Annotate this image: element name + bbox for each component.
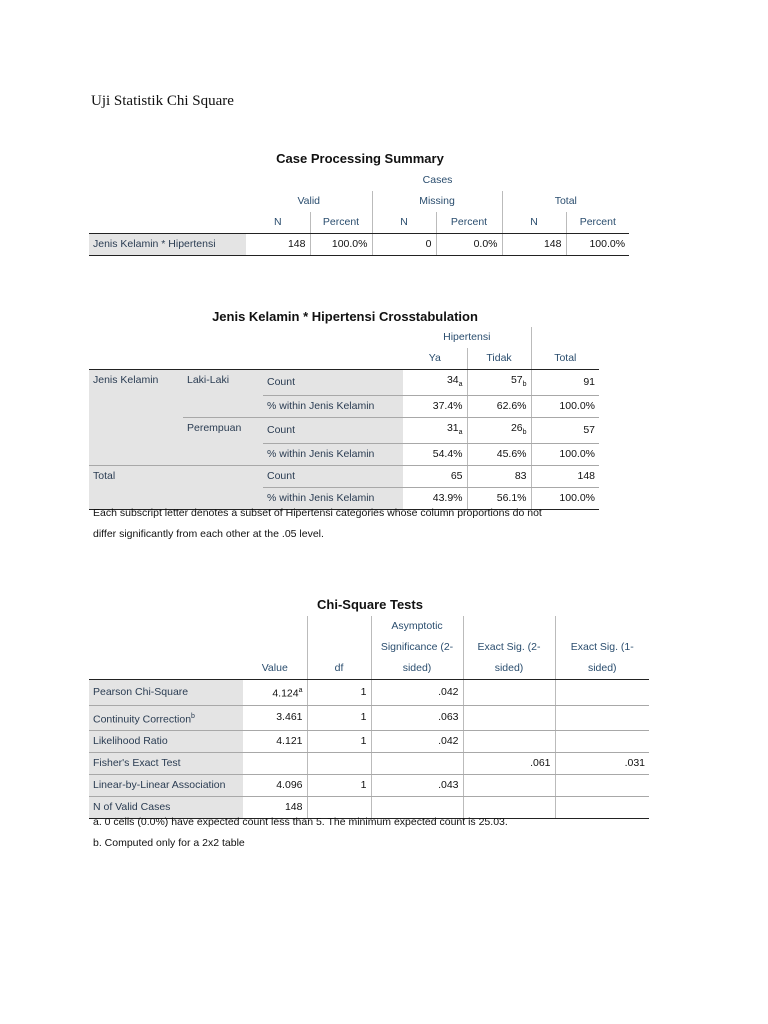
n-header: N	[246, 212, 310, 234]
cell: 1	[307, 680, 371, 706]
cell: 148	[502, 234, 566, 256]
cell: 57	[531, 418, 599, 444]
cell	[555, 797, 649, 819]
row-label: Linear-by-Linear Association	[89, 775, 243, 797]
exact2-header-line2: sided)	[463, 658, 555, 680]
cell: $57_b$	[467, 370, 531, 396]
count-label: Count	[263, 370, 403, 396]
cell: 0	[372, 234, 436, 256]
cell	[555, 731, 649, 753]
value-header: Value	[243, 658, 307, 680]
cases-header: Cases	[422, 174, 453, 186]
cell: 0.0%	[436, 234, 502, 256]
cell: 100.0%	[566, 234, 629, 256]
cell: 4.124$^a$	[243, 680, 307, 706]
case-summary-title: Case Processing Summary	[276, 151, 444, 166]
hipertensi-header: Hipertensi	[403, 327, 531, 348]
row-label: Likelihood Ratio	[89, 731, 243, 753]
crosstab-title: Jenis Kelamin * Hipertensi Crosstabulation	[212, 309, 478, 324]
cell: .063	[371, 705, 463, 731]
total-row-label: Total	[89, 466, 263, 510]
tidak-header: Tidak	[467, 348, 531, 370]
row-label: N of Valid Cases	[89, 797, 243, 819]
count-label: Count	[263, 418, 403, 444]
percent-header: Percent	[566, 212, 629, 234]
cell: $31_a$	[403, 418, 467, 444]
row-label: Continuity Correction$^b$	[89, 705, 243, 731]
cell: 100.0%	[310, 234, 372, 256]
within-label: % within Jenis Kelamin	[263, 444, 403, 466]
cell	[371, 753, 463, 775]
cell: .031	[555, 753, 649, 775]
cell: 83	[467, 466, 531, 488]
asymp-header-line2: Significance (2-	[371, 637, 463, 658]
cell: 4.121	[243, 731, 307, 753]
case-summary-table	[89, 170, 629, 256]
jenis-kelamin-label: Jenis Kelamin	[89, 370, 183, 466]
row-label: Pearson Chi-Square	[89, 680, 243, 706]
cell: 1	[307, 775, 371, 797]
cell: 148	[243, 797, 307, 819]
cell: 43.9%	[403, 488, 467, 510]
cell: 91	[531, 370, 599, 396]
cell: 62.6%	[467, 396, 531, 418]
cell: .042	[371, 731, 463, 753]
asymp-header-line3: sided)	[371, 658, 463, 680]
total-header: Total	[554, 195, 577, 207]
cell: 45.6%	[467, 444, 531, 466]
chi-square-title: Chi-Square Tests	[317, 597, 423, 612]
cell: 100.0%	[531, 488, 599, 510]
cell	[463, 775, 555, 797]
cell: 3.461	[243, 705, 307, 731]
crosstab-note-line1: Each subscript letter denotes a subset of Hipertensi categories whose column proportions do not	[93, 507, 542, 519]
df-header: df	[307, 658, 371, 680]
missing-header: Missing	[372, 191, 502, 212]
total-header: Total	[531, 348, 599, 370]
cell	[463, 705, 555, 731]
exact1-header-line1: Exact Sig. (1-	[570, 641, 634, 653]
cell: 100.0%	[531, 396, 599, 418]
n-header: N	[502, 212, 566, 234]
chi-square-note-b: b. Computed only for a 2x2 table	[93, 837, 245, 849]
cell: .042	[371, 680, 463, 706]
row-label: Jenis Kelamin * Hipertensi	[89, 234, 246, 256]
cell: 100.0%	[531, 444, 599, 466]
perempuan-label: Perempuan	[183, 418, 263, 466]
cell: .061	[463, 753, 555, 775]
cell: 4.096	[243, 775, 307, 797]
valid-header: Valid	[246, 191, 372, 212]
row-label: Fisher's Exact Test	[89, 753, 243, 775]
laki-label: Laki-Laki	[183, 370, 263, 418]
cell	[463, 731, 555, 753]
cell	[463, 680, 555, 706]
cell	[555, 680, 649, 706]
count-label: Count	[263, 466, 403, 488]
cell: 148	[246, 234, 310, 256]
cell	[307, 753, 371, 775]
cell	[555, 775, 649, 797]
cell	[243, 753, 307, 775]
crosstab-table	[89, 327, 599, 510]
exact2-header-line1: Exact Sig. (2-	[463, 637, 555, 658]
within-label: % within Jenis Kelamin	[263, 396, 403, 418]
cell: 1	[307, 731, 371, 753]
cell: .043	[371, 775, 463, 797]
cell: 56.1%	[467, 488, 531, 510]
cell	[555, 705, 649, 731]
within-label: % within Jenis Kelamin	[263, 488, 403, 510]
cell: $26_b$	[467, 418, 531, 444]
cell: $34_a$	[403, 370, 467, 396]
percent-header: Percent	[310, 212, 372, 234]
document-title: Uji Statistik Chi Square	[91, 93, 234, 109]
chi-square-note-a: a. 0 cells (0.0%) have expected count less than 5. The minimum expected count is 25.03.	[93, 816, 508, 828]
cell: 1	[307, 705, 371, 731]
asymp-header-line1: Asymptotic	[371, 616, 463, 637]
exact1-header-line2: sided)	[555, 658, 649, 680]
cell: 54.4%	[403, 444, 467, 466]
percent-header: Percent	[436, 212, 502, 234]
n-header: N	[372, 212, 436, 234]
chi-square-table	[89, 616, 649, 819]
crosstab-note-line2: differ significantly from each other at the .05 level.	[93, 528, 324, 540]
ya-header: Ya	[403, 348, 467, 370]
cell: 65	[403, 466, 467, 488]
cell: 37.4%	[403, 396, 467, 418]
cell: 148	[531, 466, 599, 488]
